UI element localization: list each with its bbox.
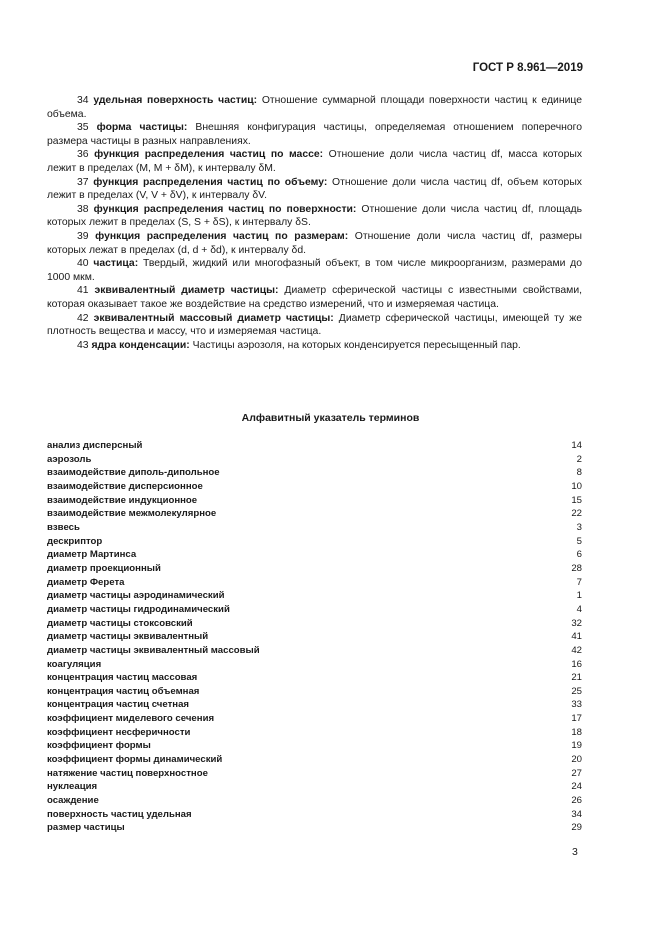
definition-item: [47, 284, 582, 311]
index-entry: [47, 617, 582, 631]
definition-item: [47, 230, 582, 257]
definition-number: 35: [77, 122, 89, 134]
definition-item: [47, 257, 582, 284]
definition-term: ядра конденсации:: [91, 339, 190, 351]
index-entry: [47, 603, 582, 617]
definition-text: Твердый, жидкий или многофазный объект, в том числе микроорганизм, размерами до 1000 мкм.: [47, 258, 583, 283]
definition-item: [47, 339, 582, 353]
standard-header: ГОСТ Р 8.961—2019: [472, 62, 583, 74]
index-number: 42: [571, 644, 582, 656]
index-term: взаимодействие индукционное: [47, 494, 198, 506]
index-term: осаждение: [47, 795, 99, 807]
index-number: 29: [571, 822, 582, 834]
index-term: диаметр частицы гидродинамический: [47, 603, 230, 615]
index-entry: [47, 507, 582, 521]
definition-text: Внешняя конфигурация частицы, определяемая отношением поперечного размера частицы в разных направлениях.: [47, 122, 583, 147]
index-term: натяжение частиц поверхностное: [47, 767, 208, 779]
index-entry: [47, 698, 582, 712]
index-entry: [47, 521, 582, 535]
index-number: 17: [571, 713, 582, 725]
index-entry: [47, 453, 582, 467]
index-entry: [47, 494, 582, 508]
index-number: 10: [571, 480, 582, 492]
index-term: диаметр частицы эквивалентный: [47, 631, 209, 643]
index-number: 34: [571, 808, 582, 820]
index-entry: [47, 739, 582, 753]
definition-term: форма частицы:: [96, 122, 188, 134]
index-title: Алфавитный указатель терминов: [241, 412, 420, 424]
index-term: диаметр частицы аэродинамический: [47, 590, 225, 602]
index-term: диаметр частицы стоксовский: [47, 617, 193, 629]
definition-text: Отношение суммарной площади поверхности частиц к единице объема.: [47, 95, 583, 120]
definition-number: 39: [77, 230, 89, 242]
definition-term: удельная поверхность частиц:: [93, 95, 258, 106]
index-number: 24: [571, 781, 582, 793]
definition-text: Диаметр сферической частицы, имеющей ту же плотность вещества и массу, что и измеряемая частица.: [47, 312, 582, 338]
index-term: диаметр Ферета: [47, 576, 125, 588]
definition-number: 37: [77, 176, 89, 188]
index-number: 20: [571, 754, 582, 766]
definition-term: функция распределения частиц по размерам:: [95, 230, 349, 242]
index-term: взаимодействие межмолекулярное: [47, 508, 217, 520]
index-term: диаметр проекционный: [47, 562, 161, 574]
definition-term: эквивалентный массовый диаметр частицы:: [93, 312, 334, 324]
definition-text: Отношение доли числа частиц df, масса которых лежит в пределах (M, M + δM), к интервалу δM.: [47, 149, 583, 174]
index-number: 16: [571, 658, 582, 670]
index-number: 15: [571, 494, 582, 506]
index-term: аэрозоль: [47, 453, 92, 465]
index-entry: [47, 562, 582, 576]
index-term: диаметр частицы эквивалентный массовый: [47, 644, 260, 656]
index-entry: [47, 753, 582, 767]
definition-item: [47, 121, 582, 148]
index-term: диаметр Мартинса: [47, 549, 137, 561]
definition-number: 41: [77, 285, 89, 297]
index-term: коэффициент несферичности: [47, 726, 191, 738]
definition-term: функция распределения частиц по поверхности:: [93, 203, 357, 215]
definition-item: [47, 94, 582, 121]
index-term: коэффициент миделевого сечения: [47, 713, 215, 725]
index-entry: [47, 808, 582, 822]
index-entry: [47, 767, 582, 781]
index-number: 32: [571, 617, 582, 629]
index-entry: [47, 685, 582, 699]
index-term: взаимодействие диполь-дипольное: [47, 467, 220, 479]
definition-item: [47, 176, 582, 203]
index-entry: [47, 480, 582, 494]
index-number: 1: [576, 590, 582, 602]
index-term: коагуляция: [47, 658, 102, 670]
index-entry: [47, 535, 582, 549]
index-term: дескриптор: [47, 535, 103, 547]
definition-term: функция распределения частиц по объему:: [93, 176, 328, 188]
definition-term: функция распределения частиц по массе:: [94, 149, 324, 161]
index-number: 25: [571, 685, 582, 697]
index-number: 22: [571, 508, 582, 520]
index-entry: [47, 548, 582, 562]
index-term: анализ дисперсный: [47, 440, 143, 451]
page-number: 3: [572, 846, 578, 858]
index-number: 41: [571, 631, 582, 643]
definition-item: [47, 312, 582, 339]
definition-number: 38: [77, 203, 89, 215]
index-number: 33: [571, 699, 582, 711]
definition-item: [47, 148, 582, 175]
definition-number: 42: [77, 312, 89, 324]
index-number: 26: [571, 795, 582, 807]
index-number: 6: [576, 549, 582, 561]
index-entry: [47, 780, 582, 794]
index-number: 2: [576, 453, 582, 465]
definitions-list: [47, 94, 582, 352]
index-term: взвесь: [47, 521, 80, 533]
index-term: взаимодействие дисперсионное: [47, 480, 203, 492]
index-number: 18: [571, 726, 582, 738]
index-number: 3: [576, 521, 582, 533]
index-entry: [47, 821, 582, 835]
definition-number: 36: [77, 149, 89, 161]
definition-number: 43: [77, 339, 89, 351]
index-number: 8: [576, 467, 582, 479]
definition-number: 34: [77, 95, 89, 106]
definition-text: Отношение доли числа частиц df, объем которых лежит в пределах (V, V + δV), к интервалу δV.: [47, 176, 582, 202]
index-entry: [47, 712, 582, 726]
index-number: 7: [576, 576, 582, 588]
definition-term: частица:: [93, 258, 139, 270]
definition-term: эквивалентный диаметр частицы:: [94, 285, 279, 297]
index-number: 19: [571, 740, 582, 752]
index-entry: [47, 466, 582, 480]
definition-item: [47, 203, 582, 230]
index-number: 27: [571, 767, 582, 779]
index-term: концентрация частиц счетная: [47, 699, 190, 711]
index-number: 28: [571, 562, 582, 574]
index-number: 5: [576, 535, 582, 547]
index-entry: [47, 644, 582, 658]
index-list: [47, 439, 582, 835]
definition-text: Отношение доли числа частиц df, размеры которых лежат в пределах (d, d + δd), к интервалу δd.: [47, 230, 583, 256]
index-number: 21: [571, 672, 582, 684]
index-term: размер частицы: [47, 822, 125, 834]
index-entry: [47, 439, 582, 453]
index-entry: [47, 589, 582, 603]
index-entry: [47, 658, 582, 672]
definition-text: Частицы аэрозоля, на которых конденсируется пересыщенный пар.: [189, 339, 521, 351]
index-number: 4: [576, 603, 582, 615]
index-term: концентрация частиц объемная: [47, 685, 200, 697]
index-entry: [47, 794, 582, 808]
index-term: коэффициент формы динамический: [47, 754, 223, 766]
index-entry: [47, 576, 582, 590]
index-term: нуклеация: [47, 781, 98, 793]
index-term: поверхность частиц удельная: [47, 808, 192, 820]
index-entry: [47, 671, 582, 685]
index-term: концентрация частиц массовая: [47, 672, 198, 684]
index-entry: [47, 630, 582, 644]
index-term: коэффициент формы: [47, 740, 151, 752]
definition-text: Отношение доли числа частиц df, площадь которых лежит в пределах (S, S + δS), к интервалу δS.: [47, 203, 582, 229]
index-number: 14: [571, 440, 582, 451]
definition-text: Диаметр сферической частицы с известными свойствами, которая оказывает такое же воздействие на средство измерений, что и измеряемая частица.: [47, 285, 583, 310]
definition-number: 40: [77, 258, 89, 270]
index-entry: [47, 726, 582, 740]
